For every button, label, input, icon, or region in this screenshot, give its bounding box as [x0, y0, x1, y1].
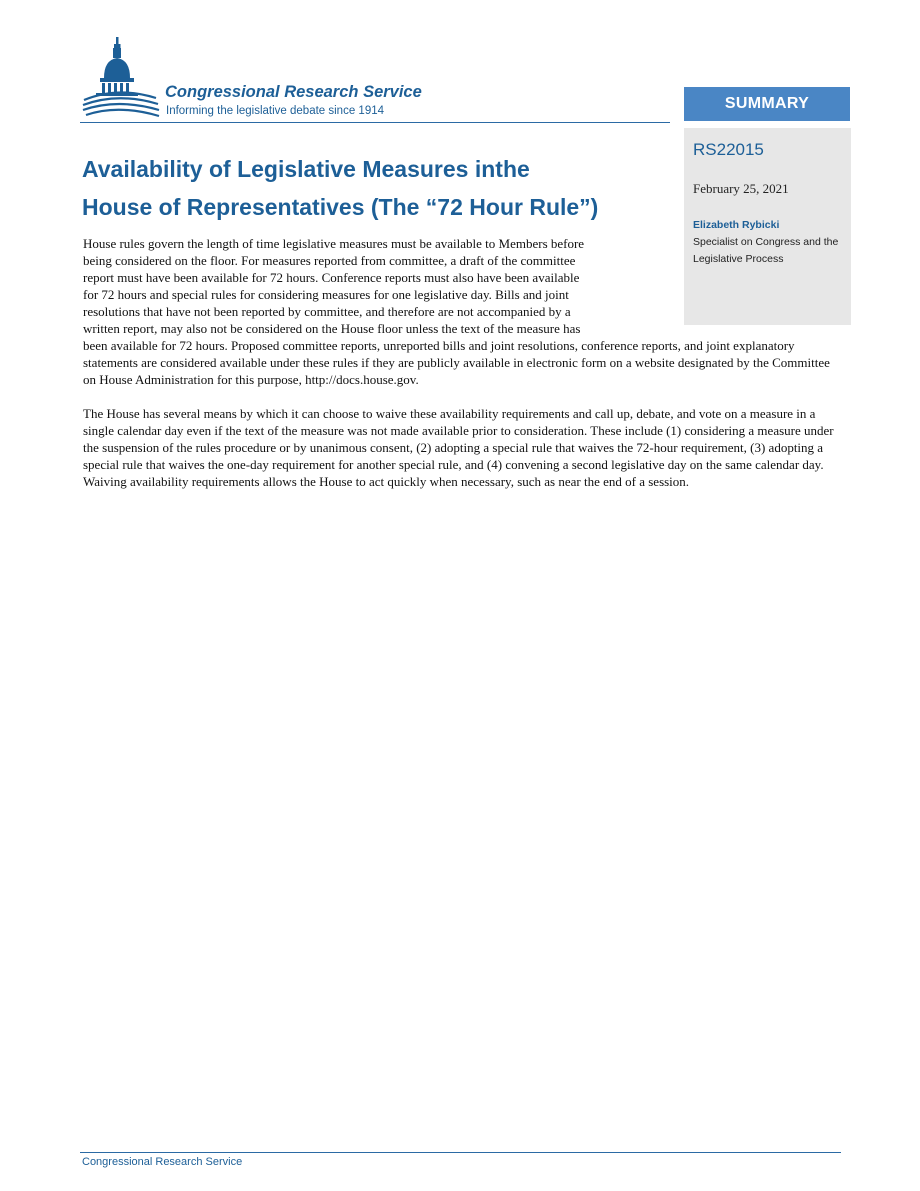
summary-tab-label: SUMMARY	[684, 87, 850, 121]
paragraph-1-continuation: been available for 72 hours. Proposed committee reports, unreported bills and joint resolutions, conference reports, and joint explanatory statements are considered available under these rules if they are publicly available in electronic form on a website designated by the Committee on House Administration for this purpose, http://docs.house.gov.	[83, 338, 830, 387]
paragraph-1	[83, 235, 843, 388]
header-divider	[80, 122, 670, 123]
document-title	[82, 150, 682, 226]
paragraph-1-line: resolutions that have not been reported by committee, and therefore are not accompanied by a	[83, 304, 571, 319]
report-id: RS22015	[693, 140, 764, 159]
capitol-dome-logo-icon	[80, 34, 162, 122]
paragraph-2: The House has several means by which it can choose to waive these availability requirements and call up, debate, and vote on a measure in a single calendar day even if the text of the measure was not made available prior to consideration. These include (1) considering a measure under the suspension of the rules procedure or by unanimous consent, (2) adopting a special rule that waives the 72-hour requirement, (3) adopting a special rule that waives the one-day requirement for another special rule, and (4) convening a second legislative day on the same calendar day. Waiving availability requirements allows the House to act quickly when necessary, such as near the end of a session.	[83, 406, 834, 489]
report-date: February 25, 2021	[693, 181, 789, 196]
document-title-line-2: House of Representatives (The “72 Hour Rule”)	[82, 194, 599, 220]
footer-org-name: Congressional Research Service	[82, 1156, 243, 1168]
org-tagline: Informing the legislative debate since 1914	[166, 105, 385, 117]
paragraph-1-line: report must have been available for 72 hours. Conference reports must also have been available	[83, 270, 580, 285]
crs-logo	[80, 34, 670, 124]
org-name: Congressional Research Service	[165, 83, 422, 101]
author-title: Specialist on Congress and the Legislative Process	[693, 236, 839, 265]
paragraph-1-line: House rules govern the length of time legislative measures must be available to Members before	[83, 236, 585, 251]
paragraph-1-line: for 72 hours and special rules for considering measures for one legislative day. Bills and joint	[83, 287, 569, 302]
summary-body	[83, 235, 843, 490]
footer-divider	[80, 1152, 841, 1153]
paragraph-1-line: being considered on the floor. For measures reported from committee, a draft of the committee	[83, 253, 576, 268]
author-name: Elizabeth Rybicki	[693, 219, 780, 231]
paragraph-1-line: written report, may also not be considered on the House floor unless the text of the measure has	[83, 321, 581, 336]
document-title-line-1: Availability of Legislative Measures inthe	[82, 156, 530, 182]
